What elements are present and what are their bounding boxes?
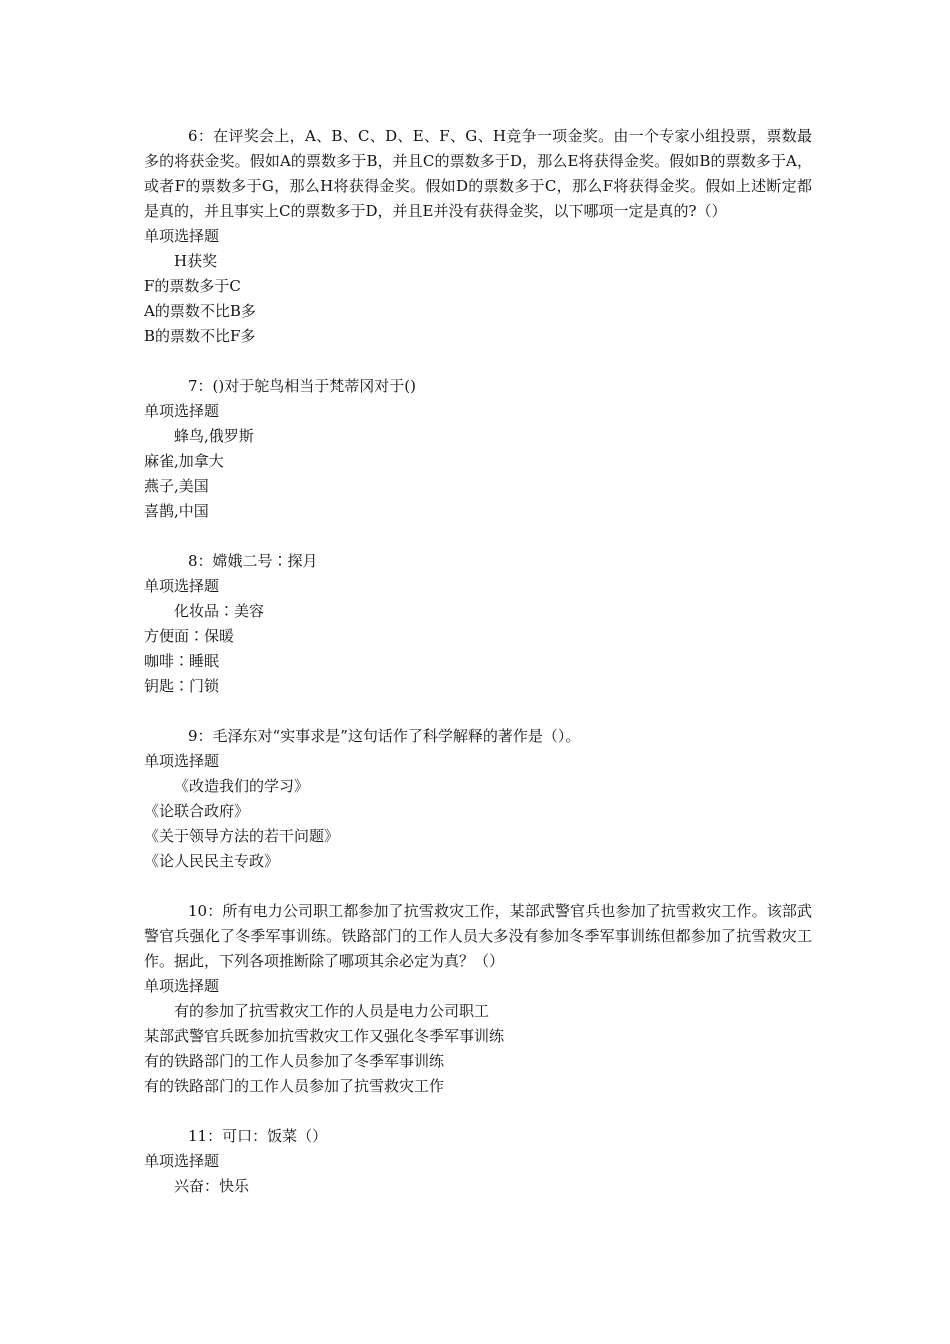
option-a[interactable]: H获奖 [174,252,218,270]
option-d[interactable]: 喜鹊,中国 [144,502,209,520]
question-type: 单项选择题 [144,977,220,995]
option-b[interactable]: 麻雀,加拿大 [144,452,224,470]
option-b[interactable]: 方便面∶保暖 [144,627,235,645]
option-d[interactable]: 钥匙∶门锁 [144,677,220,695]
question-6 [144,124,812,349]
option-c[interactable]: 咖啡∶睡眠 [144,652,220,670]
question-type: 单项选择题 [144,577,220,595]
question-stem: 7：()对于鸵鸟相当于梵蒂冈对于() [188,377,416,395]
question-stem: 8：嫦娥二号∶探月 [188,552,318,570]
question-10 [144,899,812,1099]
question-9 [144,724,812,874]
question-stem: 9：毛泽东对“实事求是”这句话作了科学解释的著作是（）。 [188,727,581,745]
option-c[interactable]: 《关于领导方法的若干问题》 [144,827,340,845]
option-b[interactable]: F的票数多于C [144,277,241,295]
option-c[interactable]: 有的铁路部门的工作人员参加了冬季军事训练 [144,1052,445,1070]
question-type: 单项选择题 [144,752,220,770]
question-stem: 11：可口：饭菜（） [188,1127,328,1145]
question-stem: 6：在评奖会上，A、B、C、D、E、F、G、H竞争一项金奖。由一个专家小组投票，票数最多的将获金奖。假如A的票数多于B，并且C的票数多于D，那么E将获得金奖。假如B的票数多于A，或者F的票数多于G，那么H将获得金奖。假如D的票数多于C，那么F将获得金奖。假如上述断定都是真的，并且事实上C的票数多于D，并且E并没有获得金奖，以下哪项一定是真的?（） [144,127,812,220]
option-a[interactable]: 兴奋：快乐 [174,1177,250,1195]
question-7 [144,374,812,524]
question-11 [144,1124,812,1199]
option-d[interactable]: 《论人民民主专政》 [144,852,280,870]
option-b[interactable]: 某部武警官兵既参加抗雪救灾工作又强化冬季军事训练 [144,1027,505,1045]
question-stem: 10：所有电力公司职工都参加了抗雪救灾工作，某部武警官兵也参加了抗雪救灾工作。该部武警官兵强化了冬季军事训练。铁路部门的工作人员大多没有参加冬季军事训练但都参加了抗雪救灾工作。据此，下列各项推断除了哪项其余必定为真？（） [144,902,812,970]
option-a[interactable]: 有的参加了抗雪救灾工作的人员是电力公司职工 [174,1002,490,1020]
question-type: 单项选择题 [144,1152,220,1170]
document-page [144,124,812,1199]
option-d[interactable]: B的票数不比F多 [144,327,256,345]
option-b[interactable]: 《论联合政府》 [144,802,250,820]
question-type: 单项选择题 [144,227,220,245]
option-a[interactable]: 化妆品∶美容 [174,602,265,620]
option-a[interactable]: 《改造我们的学习》 [174,777,310,795]
option-a[interactable]: 蜂鸟,俄罗斯 [174,427,254,445]
option-d[interactable]: 有的铁路部门的工作人员参加了抗雪救灾工作 [144,1077,445,1095]
question-type: 单项选择题 [144,402,220,420]
question-8 [144,549,812,699]
option-c[interactable]: A的票数不比B多 [144,302,256,320]
option-c[interactable]: 燕子,美国 [144,477,209,495]
